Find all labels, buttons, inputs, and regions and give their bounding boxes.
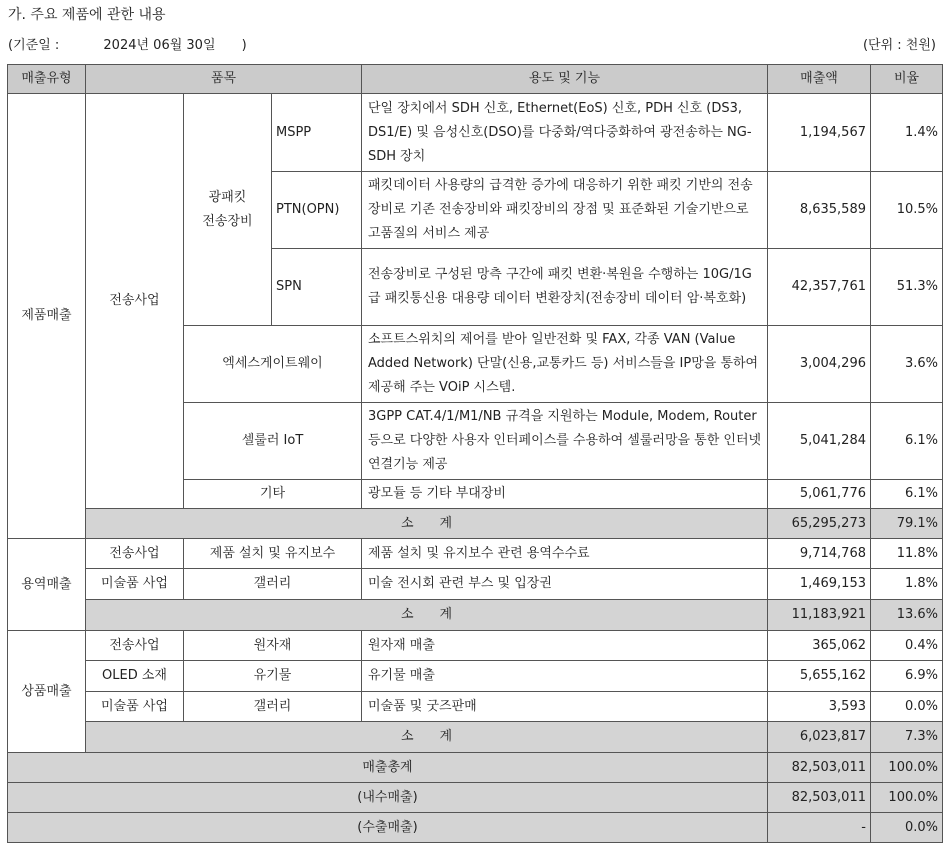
table-row <box>8 569 943 600</box>
sales-mspp: 1,194,567 <box>768 94 871 172</box>
subtotal-ratio: 79.1% <box>871 509 943 539</box>
ratio-cellular-iot: 6.1% <box>871 403 943 480</box>
ratio-access-gateway: 3.6% <box>871 326 943 403</box>
domestic-ratio: 100.0% <box>871 783 943 813</box>
col-item: 품목 <box>86 65 362 94</box>
optical-group: 광패킷 전송장비 <box>184 94 272 326</box>
page-title: 가. 주요 제품에 관한 내용 <box>8 7 166 23</box>
subtotal-label: 소 계 <box>86 509 768 539</box>
basis-date-value: 2024년 06월 30일 <box>103 38 216 53</box>
goods-business-2: OLED 소재 <box>86 661 184 692</box>
subtotal-label: 소 계 <box>86 600 768 631</box>
table-row <box>8 94 943 172</box>
service-business-2: 미술품 사업 <box>86 569 184 600</box>
goods-item-1: 원자재 <box>184 631 362 661</box>
export-ratio: 0.0% <box>871 813 943 843</box>
service-item-2: 갤러리 <box>184 569 362 600</box>
table-row <box>8 631 943 661</box>
sales-access-gateway: 3,004,296 <box>768 326 871 403</box>
domestic-label: (내수매출) <box>8 783 768 813</box>
service-desc-2: 미술 전시회 관련 부스 및 입장권 <box>362 569 768 600</box>
desc-etc: 광모듈 등 기타 부대장비 <box>362 480 768 509</box>
goods-item-3: 갤러리 <box>184 692 362 722</box>
col-type: 매출유형 <box>8 65 86 94</box>
goods-desc-1: 원자재 매출 <box>362 631 768 661</box>
type-goods: 상품매출 <box>8 631 86 753</box>
export-sales: - <box>768 813 871 843</box>
table-row <box>8 539 943 569</box>
service-ratio-1: 11.8% <box>871 539 943 569</box>
basis-label: (기준일 : <box>8 38 60 53</box>
goods-ratio-1: 0.4% <box>871 631 943 661</box>
header-row <box>8 65 943 94</box>
goods-desc-2: 유기물 매출 <box>362 661 768 692</box>
export-label: (수출매출) <box>8 813 768 843</box>
goods-sales-3: 3,593 <box>768 692 871 722</box>
export-row <box>8 813 943 843</box>
subtotal-sales: 11,183,921 <box>768 600 871 631</box>
goods-item-2: 유기물 <box>184 661 362 692</box>
ratio-mspp: 1.4% <box>871 94 943 172</box>
total-row <box>8 753 943 783</box>
item-ptn: PTN(OPN) <box>272 172 362 249</box>
item-etc: 기타 <box>184 480 362 509</box>
subtotal-ratio: 7.3% <box>871 722 943 753</box>
service-business-1: 전송사업 <box>86 539 184 569</box>
item-spn: SPN <box>272 249 362 326</box>
subtotal-sales: 6,023,817 <box>768 722 871 753</box>
col-ratio: 비율 <box>871 65 943 94</box>
col-sales: 매출액 <box>768 65 871 94</box>
business-transmission: 전송사업 <box>86 94 184 509</box>
item-access-gateway: 엑세스게이트웨이 <box>184 326 362 403</box>
ratio-spn: 51.3% <box>871 249 943 326</box>
type-product: 제품매출 <box>8 94 86 539</box>
goods-ratio-2: 6.9% <box>871 661 943 692</box>
table-row <box>8 661 943 692</box>
subtotal-ratio: 13.6% <box>871 600 943 631</box>
desc-cellular-iot: 3GPP CAT.4/1/M1/NB 규격을 지원하는 Module, Modem, Router 등으로 다양한 사용자 인터페이스를 수용하여 셀룰러망을 통한 인터넷 연결기능 제공 <box>362 403 768 480</box>
basis-close: ) <box>241 38 247 53</box>
sales-ptn: 8,635,589 <box>768 172 871 249</box>
goods-sales-2: 5,655,162 <box>768 661 871 692</box>
total-ratio: 100.0% <box>871 753 943 783</box>
desc-spn: 전송장비로 구성된 망측 구간에 패킷 변환·복원을 수행하는 10G/1G급 패킷통신용 대용량 데이터 변환장치(전송장비 데이터 암·복호화) <box>362 249 768 326</box>
sales-etc: 5,061,776 <box>768 480 871 509</box>
goods-sales-1: 365,062 <box>768 631 871 661</box>
desc-mspp: 단일 장치에서 SDH 신호, Ethernet(EoS) 신호, PDH 신호 (DS3, DS1/E) 및 음성신호(DSO)를 다중화/역다중화하여 광전송하는 NG-SDH 장치 <box>362 94 768 172</box>
service-sales-1: 9,714,768 <box>768 539 871 569</box>
type-service: 용역매출 <box>8 539 86 631</box>
table-row <box>8 692 943 722</box>
subtotal-label: 소 계 <box>86 722 768 753</box>
service-item-1: 제품 설치 및 유지보수 <box>184 539 362 569</box>
domestic-sales: 82,503,011 <box>768 783 871 813</box>
goods-business-1: 전송사업 <box>86 631 184 661</box>
basis-date <box>8 34 247 53</box>
desc-ptn: 패킷데이터 사용량의 급격한 증가에 대응하기 위한 패킷 기반의 전송장비로 기존 전송장비와 패킷장비의 장점 및 표준화된 기술기반으로 고품질의 서비스 제공 <box>362 172 768 249</box>
sales-table <box>7 64 943 843</box>
subtotal-row <box>8 600 943 631</box>
item-cellular-iot: 셀룰러 IoT <box>184 403 362 480</box>
desc-access-gateway: 소프트스위치의 제어를 받아 일반전화 및 FAX, 각종 VAN (Value Added Network) 단말(신용,교통카드 등) 서비스들을 IP망을 통하여 제공해 주는 VOiP 시스템. <box>362 326 768 403</box>
service-desc-1: 제품 설치 및 유지보수 관련 용역수수료 <box>362 539 768 569</box>
subtotal-row <box>8 722 943 753</box>
col-usage: 용도 및 기능 <box>362 65 768 94</box>
subtotal-sales: 65,295,273 <box>768 509 871 539</box>
ratio-etc: 6.1% <box>871 480 943 509</box>
ratio-ptn: 10.5% <box>871 172 943 249</box>
sales-cellular-iot: 5,041,284 <box>768 403 871 480</box>
goods-ratio-3: 0.0% <box>871 692 943 722</box>
domestic-row <box>8 783 943 813</box>
unit-label: (단위 : 천원) <box>862 38 936 53</box>
goods-desc-3: 미술품 및 굿즈판매 <box>362 692 768 722</box>
total-label: 매출총계 <box>8 753 768 783</box>
service-ratio-2: 1.8% <box>871 569 943 600</box>
sales-spn: 42,357,761 <box>768 249 871 326</box>
total-sales: 82,503,011 <box>768 753 871 783</box>
item-mspp: MSPP <box>272 94 362 172</box>
goods-business-3: 미술품 사업 <box>86 692 184 722</box>
service-sales-2: 1,469,153 <box>768 569 871 600</box>
subtotal-row <box>8 509 943 539</box>
